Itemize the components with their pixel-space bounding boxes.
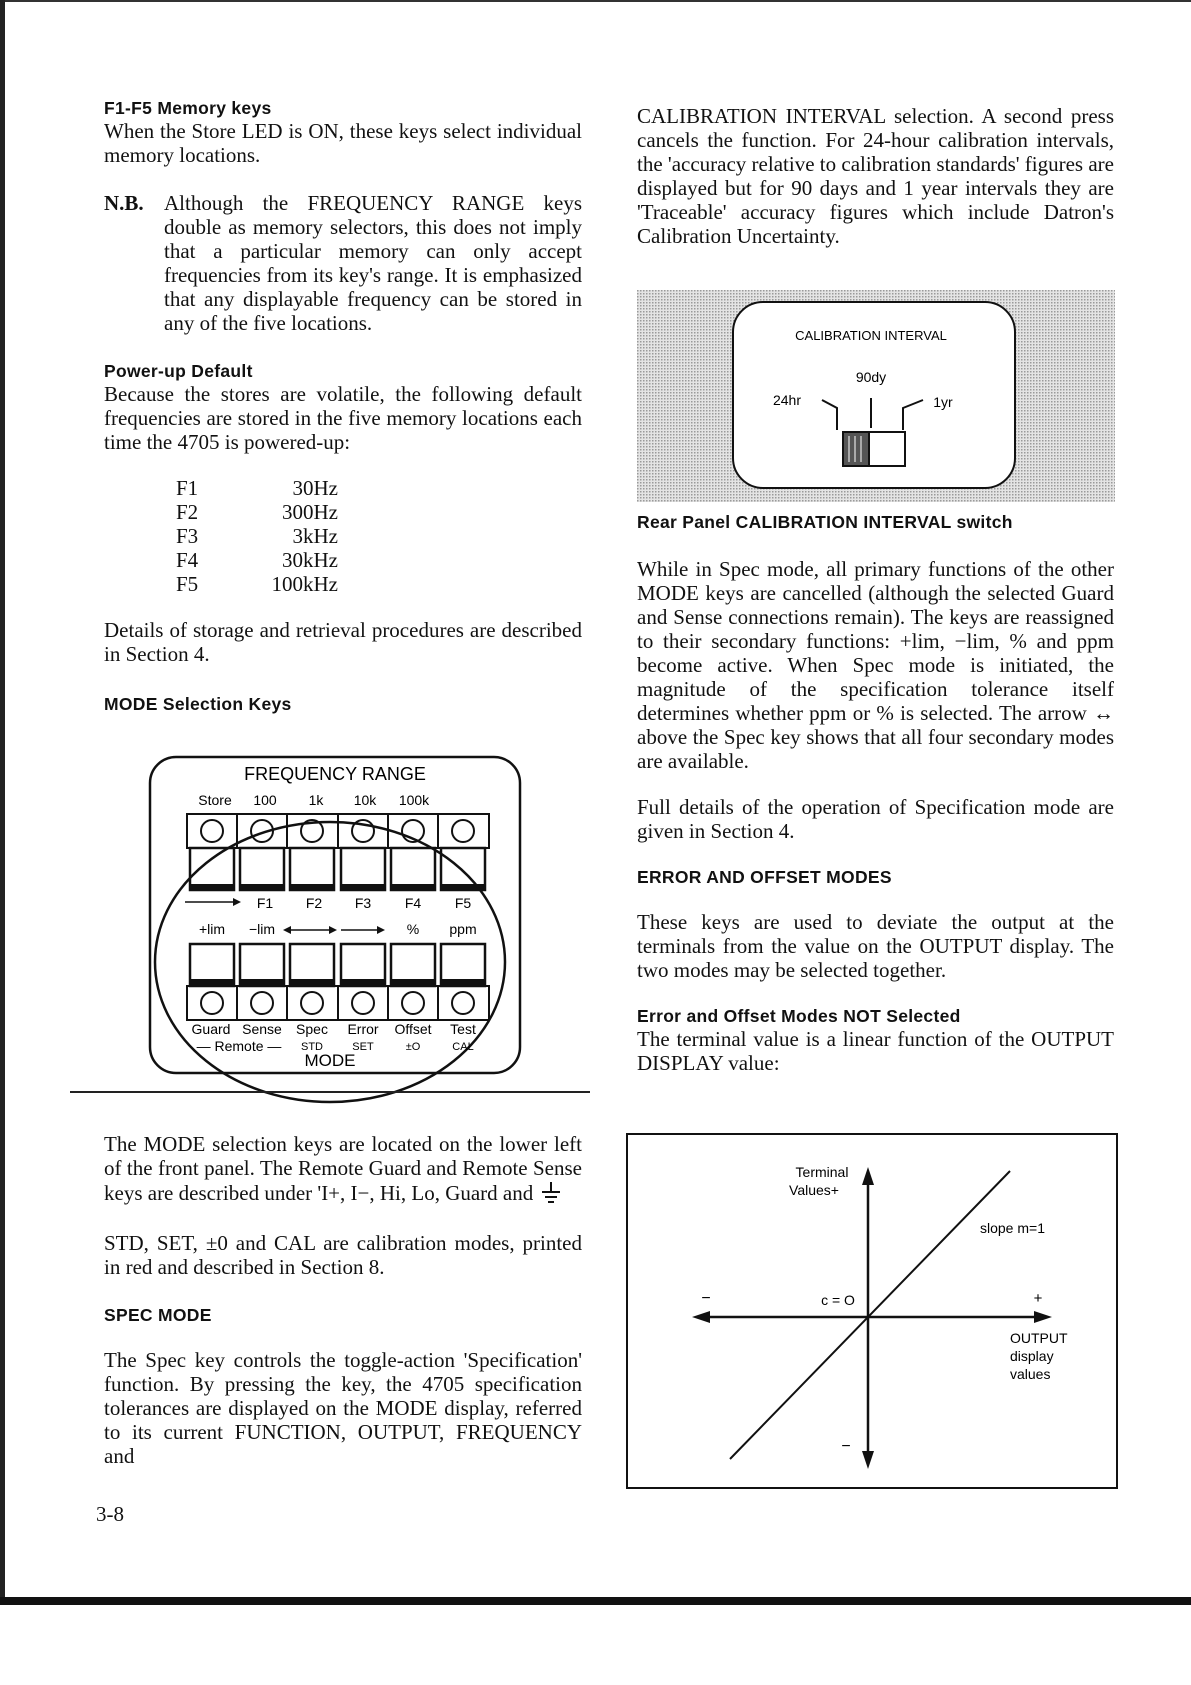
linear-function-graph: [626, 1133, 1118, 1489]
svg-text:Test: Test: [450, 1021, 476, 1037]
nb-note: [104, 191, 582, 335]
nb-label: N.B.: [104, 191, 144, 215]
svg-text:— Remote —: — Remote —: [196, 1038, 282, 1054]
eo-sub-heading: Error and Offset Modes NOT Selected: [637, 1006, 961, 1026]
eo-sub-paragraph: The terminal value is a linear function of the OUTPUT DISPLAY value:: [637, 1027, 1114, 1075]
svg-text:1k: 1k: [308, 792, 324, 808]
svg-text:1yr: 1yr: [933, 394, 953, 410]
mode-paragraph: The MODE selection keys are located on the lower left of the front panel. The Remote Guard and Remote Sense keys are described under 'I+, I−, Hi, Lo, Guard and: [104, 1132, 582, 1209]
eo-heading: ERROR AND OFFSET MODES: [637, 867, 892, 887]
freq-row: F3 3kHz: [176, 524, 338, 548]
right-column: [637, 104, 1114, 248]
svg-text:Values+: Values+: [789, 1182, 839, 1198]
cal-paragraph: CALIBRATION INTERVAL selection. A second press cancels the function. For 24-hour calibration intervals, the 'accuracy relative to calibration standards' figures are displayed but for 90 days and 1 year intervals they are 'Traceable' accuracy figures which include Datron's Calibration Uncertainty.: [637, 104, 1114, 248]
svg-text:c = O: c = O: [821, 1292, 855, 1308]
freq-row: F4 30kHz: [176, 548, 338, 572]
svg-text:F4: F4: [404, 895, 422, 911]
svg-text:ppm: ppm: [449, 921, 477, 937]
freq-row: F1 30Hz: [176, 476, 338, 500]
svg-text:24hr: 24hr: [772, 392, 802, 408]
svg-text:F5: F5: [454, 895, 472, 911]
left-column: [104, 98, 582, 715]
spec-mode-paragraph: While in Spec mode, all primary functions of the other MODE keys are cancelled (although the selected Guard and Sense connections remain). The keys are reassigned to their secondary functions: +lim, −lim, % and ppm become active. When Spec mode is initiated, the magnitude of the specification tolerance itself determines whether ppm or % is selected. The arrow ↔ above the Spec key shows that all four secondary modes are available.: [637, 557, 1114, 773]
svg-text:display: display: [1010, 1348, 1054, 1364]
svg-text:F1: F1: [256, 895, 274, 911]
svg-text:+: +: [1033, 1290, 1043, 1307]
svg-text:Offset: Offset: [394, 1021, 432, 1037]
powerup-heading: Power-up Default: [104, 361, 253, 381]
svg-text:CALIBRATION INTERVAL: CALIBRATION INTERVAL: [795, 328, 947, 343]
mode-keys-figure: [145, 752, 525, 1107]
svg-text:Sense: Sense: [242, 1021, 282, 1037]
svg-text:SET: SET: [352, 1041, 374, 1053]
svg-text:100: 100: [253, 792, 277, 808]
svg-text:−: −: [841, 1438, 851, 1455]
svg-text:−: −: [701, 1290, 711, 1307]
svg-text:100k: 100k: [398, 792, 430, 808]
svg-text:F3: F3: [354, 895, 372, 911]
powerup-paragraph: Because the stores are volatile, the following default frequencies are stored in the five memory locations each time the 4705 is powered-up:: [104, 382, 582, 454]
svg-text:Guard: Guard: [191, 1021, 231, 1037]
svg-text:CAL: CAL: [452, 1041, 474, 1053]
cal-caption: Rear Panel CALIBRATION INTERVAL switch: [637, 512, 1013, 532]
f1f5-paragraph: When the Store LED is ON, these keys select individual memory locations.: [104, 119, 582, 167]
left-column-lower: [104, 1132, 582, 1468]
horizontal-rule: [70, 1091, 590, 1093]
svg-text:90dy: 90dy: [855, 369, 887, 385]
page-left-edge: [0, 0, 5, 1600]
svg-text:slope m=1: slope m=1: [980, 1220, 1045, 1236]
svg-text:Error: Error: [347, 1021, 379, 1037]
full-details-paragraph: Full details of the operation of Specification mode are given in Section 4.: [637, 795, 1114, 843]
svg-text:%: %: [406, 921, 420, 937]
eo-paragraph: These keys are used to deviate the output at the terminals from the value on the OUTPUT display. The two modes may be selected together.: [637, 910, 1114, 982]
svg-text:−lim: −lim: [248, 921, 276, 937]
svg-text:F2: F2: [305, 895, 323, 911]
svg-text:Terminal: Terminal: [795, 1164, 849, 1180]
svg-text:±O: ±O: [405, 1041, 421, 1053]
page-top-edge: [0, 0, 1191, 2]
ground-icon: [539, 1180, 563, 1209]
svg-text:Spec: Spec: [296, 1021, 328, 1037]
svg-text:STD: STD: [301, 1041, 323, 1053]
spec-paragraph: The Spec key controls the toggle-action 'Specification' function. By pressing the key, the 4705 specification tolerances are displayed on the MODE display, referred to its current FUNCTION, OUTPUT, FREQUENCY and: [104, 1348, 582, 1468]
svg-text:10k: 10k: [353, 792, 377, 808]
std-paragraph: STD, SET, ±0 and CAL are calibration modes, printed in red and described in Section 8.: [104, 1231, 582, 1279]
svg-text:+lim: +lim: [198, 921, 226, 937]
f1f5-heading: F1-F5 Memory keys: [104, 98, 272, 118]
freq-row: F2 300Hz: [176, 500, 338, 524]
spec-heading: SPEC MODE: [104, 1305, 212, 1325]
svg-text:values: values: [1010, 1366, 1051, 1382]
calibration-interval-figure: [637, 290, 1115, 502]
svg-text:OUTPUT: OUTPUT: [1010, 1330, 1068, 1346]
details-paragraph: Details of storage and retrieval procedures are described in Section 4.: [104, 618, 582, 666]
mode-heading: MODE Selection Keys: [104, 694, 292, 714]
page-number: 3-8: [96, 1502, 124, 1526]
svg-text:MODE: MODE: [304, 1051, 356, 1070]
svg-text:Store: Store: [198, 792, 232, 808]
nb-text: Although the FREQUENCY RANGE keys double as memory selectors, this does not imply that a particular memory can only accept frequencies from its key's range. It is emphasized that any displayable frequency can be stored in any of the five locations.: [164, 191, 582, 335]
freq-range-title: FREQUENCY RANGE: [244, 764, 426, 784]
right-column-lower: [637, 512, 1114, 1075]
freq-row: F5 100kHz: [176, 572, 338, 596]
freq-defaults-table: [176, 476, 582, 596]
page-bottom-edge: [0, 1597, 1191, 1605]
